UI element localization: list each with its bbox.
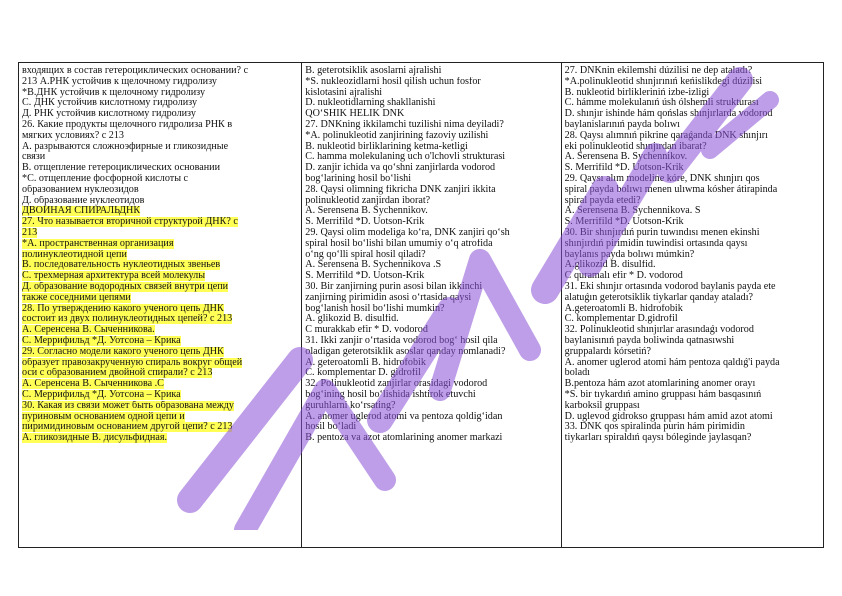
line-text: zanjirning pirimidin asosi o‘rtasida qaysi	[305, 292, 472, 303]
text-line	[565, 293, 820, 304]
highlighted-text: 213	[22, 227, 38, 238]
text-line	[22, 217, 298, 228]
text-line	[565, 152, 820, 163]
line-text: 32. Polinukleotid shınjırlar arasındaǵı vodorod	[564, 325, 754, 336]
line-text: tiykarları spiraldıń qaysı bóleginde jaylasqan?	[564, 433, 752, 444]
text-line	[22, 174, 298, 185]
text-line	[565, 282, 820, 293]
line-text: образованием нуклеозидов	[22, 184, 139, 195]
line-text: А. разрывaются сложноэфирные и гликозидные	[22, 141, 229, 152]
line-text: C murakkab efir * D. vodorod	[305, 325, 428, 336]
text-line	[22, 433, 298, 444]
highlighted-text: 29. Согласно модели какого ученого цепь ДНК	[22, 346, 224, 357]
line-text: B. pentoza va azot atomlarining anomer markazi	[305, 433, 503, 444]
text-line	[565, 412, 820, 423]
text-line	[565, 368, 820, 379]
column-uzbek	[302, 63, 561, 547]
text-line	[22, 66, 298, 77]
highlighted-text: пиримидиновым основанием другой цепи? с 213	[22, 422, 233, 433]
line-text: shınjırdıń pirimidin tuwindisi ortasında qaysı	[564, 238, 748, 249]
line-text: spiral hosil bo‘lishi bilan umumiy o‘q atrofida	[305, 238, 493, 249]
text-line	[565, 196, 820, 207]
text-line	[305, 390, 557, 401]
text-line	[305, 131, 557, 142]
line-text: C quramalı efir * D. vodorod	[564, 271, 683, 282]
text-line	[305, 206, 557, 217]
line-text: S. Merrifild *D. Uotson-Krik	[564, 163, 684, 174]
text-line	[22, 368, 298, 379]
line-text: A. glikozid B. disulfid.	[305, 314, 399, 325]
text-line	[565, 358, 820, 369]
column-russian	[19, 63, 302, 547]
text-line	[565, 109, 820, 120]
text-line	[305, 250, 557, 261]
text-line	[305, 142, 557, 153]
text-line	[305, 163, 557, 174]
line-text: 27. DNKning ikkilamchi tuzilishi nima deyiladi?	[305, 119, 504, 130]
highlighted-text: Д. образование водородных связей внутри цепи	[22, 281, 229, 292]
text-line	[565, 206, 820, 217]
text-line	[22, 293, 298, 304]
text-line	[305, 77, 557, 88]
text-line	[22, 282, 298, 293]
line-text: polinukleotid zanjirdan iborat?	[305, 195, 431, 206]
highlighted-text: А. Серенсена В. Сычeнникова.	[22, 325, 155, 336]
line-text: A.glikozid B. disulfid.	[564, 260, 656, 271]
text-line	[565, 347, 820, 358]
text-line	[565, 88, 820, 99]
text-line	[305, 217, 557, 228]
text-line	[22, 271, 298, 282]
line-text: D. nukleotidlarning shakllanishi	[305, 98, 436, 109]
text-line	[305, 98, 557, 109]
line-text: A. geteroatomli B. hidrofobik	[305, 357, 426, 368]
highlighted-text: 30. Какая из связи может быть образована между	[22, 400, 234, 411]
text-line	[565, 174, 820, 185]
highlighted-text: также соседними цепями	[22, 292, 131, 303]
line-text: 31. Eki shınjır ortasında vodorod baylanis payda ete	[564, 281, 776, 292]
line-text: A. Serensena B. Sychennikova. S	[564, 206, 701, 217]
text-line	[305, 228, 557, 239]
line-text: D. shınjır ishinde hám qońslas shınjırlarda vodorod	[564, 109, 773, 120]
line-text: baylanislarınıń payda bolıwı	[564, 119, 680, 130]
text-line	[565, 401, 820, 412]
line-text: bog‘larining hosil bo‘lishi	[305, 173, 412, 184]
text-line	[565, 433, 820, 444]
text-line	[22, 196, 298, 207]
line-text: eki polinukleotid shınjırdan ibarat?	[564, 141, 707, 152]
highlighted-text: В. последовательность нуклеотидных звеньев	[22, 260, 221, 271]
line-text: *S. nukleozidlarni hosil qilish uchun fosfor	[305, 76, 481, 87]
text-line	[565, 379, 820, 390]
line-text: 30. Bir zanjirning purin asosi bilan ikkinchi	[305, 281, 483, 292]
text-line	[565, 390, 820, 401]
line-text: A.geteroatomli B. hidrofobik	[564, 303, 683, 314]
line-text: spiral payda etedi?	[564, 195, 641, 206]
text-line	[22, 325, 298, 336]
text-line	[22, 98, 298, 109]
text-line	[22, 185, 298, 196]
line-text: 31. Ikki zanjir o‘rtasida vodorod bog‘ hosil qila	[305, 335, 498, 346]
text-line	[22, 304, 298, 315]
line-text: входящих в состав гетероциклических основании? с	[22, 66, 249, 76]
highlighted-text: А. гликозидные В. дисульфидная.	[22, 433, 168, 444]
line-text: 30. Bir shınjırdıń purin tuwındısı menen ekinshi	[564, 227, 760, 238]
highlighted-text: 28. По утверждению какого ученого цепь ДНК	[22, 303, 224, 314]
text-line	[305, 422, 557, 433]
text-line	[565, 142, 820, 153]
highlighted-text: оси с образованием двойной спирали? с 213	[22, 368, 213, 379]
line-text: 28. Qaysı alımnıń pikrine qaraǵanda DNK shınjırı	[564, 130, 768, 141]
text-line	[22, 131, 298, 142]
line-text: 32. Polinukleotid zanjirlar orasidagi vodorod	[305, 379, 488, 390]
line-text: S. Merrifild *D. Uotson-Krik	[564, 217, 684, 228]
line-text: kislotasini ajralishi	[305, 87, 383, 98]
line-text: S. Merrifild *D. Uotson-Krik	[305, 271, 425, 282]
line-text: связи	[22, 152, 46, 163]
line-text: *A. polinukleotid zanjirining fazoviy uzilishi	[305, 130, 489, 141]
line-text: 26. Какие продукты щелочного гидролиза РНК в	[22, 119, 233, 130]
line-text: S. Merrifild *D. Uotson-Krik	[305, 217, 425, 228]
text-line	[22, 314, 298, 325]
highlighted-text: А. Серенсена В. Сычeнникова .С	[22, 379, 164, 390]
text-line	[305, 196, 557, 207]
highlighted-text: 27. Что называется вторичной структурой ДНК? с	[22, 217, 238, 228]
text-line	[565, 304, 820, 315]
highlighted-text: *А. пространственная организация	[22, 238, 174, 249]
text-line	[305, 185, 557, 196]
text-line	[22, 206, 298, 217]
line-text: *A.polinukleotid shınjırınıń keńislikdegi dúzilisi	[564, 76, 763, 87]
text-line	[565, 422, 820, 433]
line-text: 28. Qaysi olimning fikricha DNK zanjiri ikkita	[305, 184, 496, 195]
text-line	[565, 66, 820, 77]
text-line	[305, 120, 557, 131]
text-line	[305, 412, 557, 423]
text-line	[305, 271, 557, 282]
text-line	[305, 152, 557, 163]
line-text: С. ДНК устойчив кислотному гидролизу	[22, 98, 198, 109]
text-line	[565, 271, 820, 282]
text-line	[22, 239, 298, 250]
line-text: Д. образование нуклеотидов	[22, 195, 145, 206]
line-text: karboksil gruppası	[564, 400, 640, 411]
line-text: guruhlarni ko‘rsating?	[305, 400, 396, 411]
line-text: C. hámme molekulanıń úsh ólshemli strukturası	[564, 98, 759, 109]
line-text: C. komplementar D. gidrofil	[305, 368, 421, 379]
text-line	[565, 185, 820, 196]
line-text: A. Serensena B. Sychennikov.	[564, 152, 688, 163]
text-line	[565, 131, 820, 142]
highlighted-text: полинуклеотидной цепи	[22, 249, 127, 260]
line-text: мягких условиях? с 213	[22, 130, 124, 141]
text-line	[305, 88, 557, 99]
text-line	[22, 88, 298, 99]
text-line	[305, 293, 557, 304]
text-line	[565, 120, 820, 131]
line-text: hosil bo‘ladi	[305, 422, 357, 433]
text-line	[565, 217, 820, 228]
line-text: 33. DNK qos spiralinda purin hám pirimidin	[564, 422, 745, 433]
text-line	[22, 228, 298, 239]
text-line	[22, 163, 298, 174]
text-line	[22, 347, 298, 358]
document-table	[18, 62, 824, 548]
text-line	[305, 368, 557, 379]
text-line	[305, 260, 557, 271]
highlighted-text: состоит из двух полинуклеотидных цепей? с 213	[22, 314, 233, 325]
line-text: *В.ДНК устойчив к щелочному гидролизу	[22, 87, 206, 98]
highlighted-text: С. Меррифильд *Д. Уотсона – Крика	[22, 335, 181, 346]
text-line	[305, 174, 557, 185]
text-line	[22, 358, 298, 369]
text-line	[22, 422, 298, 433]
line-text: 213 А.РНК устойчив к щелочному гидролизу	[22, 76, 217, 87]
line-text: A. anomer uglerod atomi va pentoza qoldig‘idan	[305, 411, 503, 422]
line-text: В. отщепление гетероциклических основании	[22, 163, 221, 174]
text-line	[305, 109, 557, 120]
text-line	[565, 77, 820, 88]
line-text: B. geterotsiklik asoslarni ajralishi	[305, 66, 442, 76]
highlighted-text: пуриновым основанием одной цепи и	[22, 411, 185, 422]
line-text: D. uglevod gidrokso gruppası hám amid azot atomi	[564, 411, 773, 422]
text-line	[22, 336, 298, 347]
line-text: A. Serensena B. Sychennikova .S	[305, 260, 442, 271]
text-line	[22, 109, 298, 120]
text-line	[565, 239, 820, 250]
text-line	[305, 358, 557, 369]
line-text: B. nukleotid birliklarining ketma-ketligi	[305, 141, 468, 152]
line-text: B. nukleotid birlikleriniń izbe-izligi	[564, 87, 710, 98]
line-text: oladigan geterotsiklik asoslar qanday nomlanadi?	[305, 346, 506, 357]
line-text: C. hamma molekulaning uch o'lchovli strukturasi	[305, 152, 506, 163]
text-line	[305, 282, 557, 293]
text-line	[305, 336, 557, 347]
line-text: 29. Qaysı alım modeline kóre, DNK shınjırı qos	[564, 173, 760, 184]
line-text: 27. DNKnin ekilemshi dúzilisi ne dep ataladı?	[564, 66, 753, 76]
text-line	[565, 250, 820, 261]
line-text: alatuǵın geterotsiklik tiykarlar qanday ataladı?	[564, 292, 754, 303]
text-line	[305, 66, 557, 77]
line-text: Д. РНК устойчив кислотному гидролизу	[22, 109, 196, 120]
line-text: spiral payda bolıwı menen ulıwma kósher átirapinda	[564, 184, 778, 195]
highlighted-text: образует правозакрученную спираль вокруг общей	[22, 357, 243, 368]
line-text: *С. отщепление фосфорной кислоты с	[22, 173, 189, 184]
text-line	[22, 260, 298, 271]
line-text: boladı	[564, 368, 590, 379]
text-line	[22, 250, 298, 261]
line-text: D. zanjir ichida va qo‘shni zanjirlarda vodorod	[305, 163, 496, 174]
text-line	[305, 325, 557, 336]
text-line	[22, 120, 298, 131]
line-text: bog‘ining hosil bo‘lishida ishtirok etuvchi	[305, 389, 476, 400]
column-karakalpak	[562, 63, 823, 547]
text-line	[565, 260, 820, 271]
text-line	[305, 239, 557, 250]
line-text: B.pentoza hám azot atomlarining anomer orayı	[564, 379, 756, 390]
text-line	[305, 433, 557, 444]
text-line	[305, 401, 557, 412]
text-line	[22, 379, 298, 390]
text-line	[22, 77, 298, 88]
text-line	[305, 314, 557, 325]
text-line	[565, 336, 820, 347]
text-line	[565, 98, 820, 109]
line-text: *S. bir tıykardıń amino gruppası hám basqasınıń	[564, 389, 762, 400]
text-line	[305, 347, 557, 358]
line-text: gruppalardı kórsetiń?	[564, 346, 651, 357]
line-text: baylanisınıń payda boliwinda qatnasıwshi	[564, 335, 735, 346]
text-line	[22, 152, 298, 163]
highlighted-text: С. Меррифильд *Д. Уотсона – Крика	[22, 389, 181, 400]
text-line	[565, 325, 820, 336]
line-text: A. Serensena B. Sychennikov.	[305, 206, 428, 217]
text-line	[565, 163, 820, 174]
text-line	[305, 304, 557, 315]
line-text: 29. Qaysi olim modeliga ko‘ra, DNK zanjiri qo‘sh	[305, 227, 510, 238]
text-line	[22, 412, 298, 423]
text-line	[305, 379, 557, 390]
text-line	[22, 390, 298, 401]
line-text: C. komplementar D.gidrofil	[564, 314, 678, 325]
text-line	[565, 228, 820, 239]
highlighted-text: ДВОЙНАЯ СПИРАЛЬДНК	[22, 206, 141, 217]
text-line	[22, 401, 298, 412]
line-text: A. anomer uglerod atomi hám pentoza qaldıǵ'i payda	[564, 357, 780, 368]
text-line	[565, 314, 820, 325]
line-text: o‘ng qo‘lli spiral hosil qiladi?	[305, 249, 426, 260]
line-text: QO‘SHIK HELIK DNK	[305, 109, 405, 120]
line-text: baylanıs payda bolıwı múmkin?	[564, 249, 695, 260]
text-line	[22, 142, 298, 153]
highlighted-text: С. трехмерная архитектура всей молекулы	[22, 271, 206, 282]
line-text: bog‘lanish hosil bo‘lishi mumkin?	[305, 303, 445, 314]
